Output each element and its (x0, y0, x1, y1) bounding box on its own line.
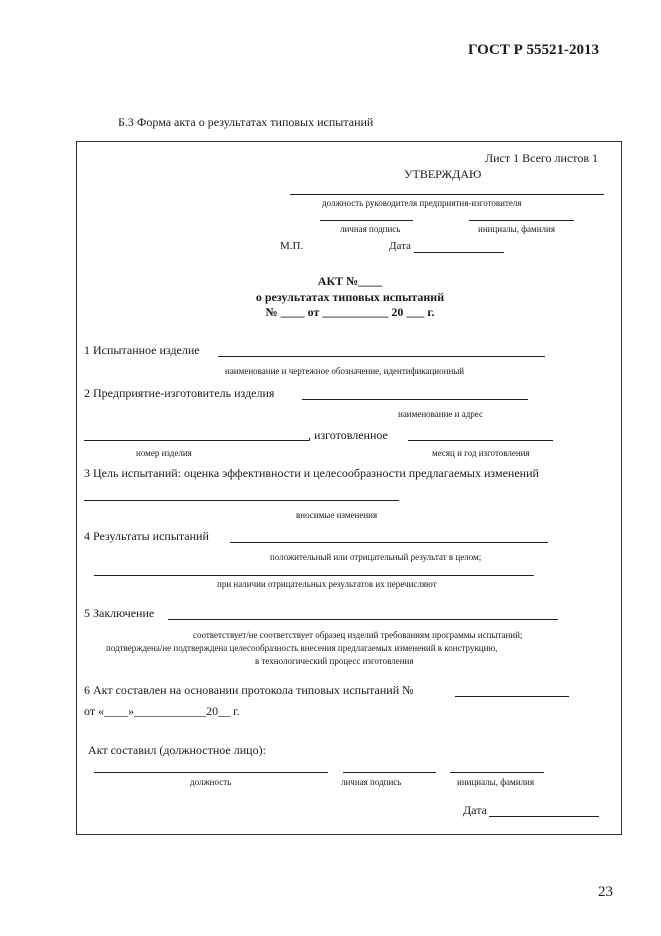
form-caption: Б.3 Форма акта о результатах типовых испытаний (118, 115, 374, 129)
item4-label: 4 Результаты испытаний (84, 529, 209, 543)
compiled-label: Акт составил (должностное лицо): (88, 743, 266, 757)
act-title: АКТ №____ (317, 274, 383, 288)
item3-hint: вносимые изменения (296, 510, 378, 520)
standard-designation: ГОСТ Р 55521-2013 (468, 42, 600, 58)
initials-hint: инициалы, фамилия (478, 224, 555, 234)
sheet-counter: Лист 1 Всего листов 1 (485, 151, 599, 165)
approve-label: УТВЕРЖДАЮ (404, 167, 482, 181)
item2-line (302, 399, 528, 400)
made-label: , изготовленное (308, 428, 388, 442)
approve-date-line (414, 252, 504, 253)
item6-label: 6 Акт составлен на основании протокола типовых испытаний № (84, 683, 414, 697)
sign-signature-line (343, 772, 436, 773)
bottom-date-line (489, 816, 599, 817)
item1-hint: наименование и чертежное обозначение, идентификационный (225, 366, 465, 376)
sign-position-line (94, 772, 328, 773)
item1-line (218, 356, 545, 357)
item4-hint1: положительный или отрицательный результат в целом; (270, 552, 482, 562)
item3-label: 3 Цель испытаний: оценка эффективности и целесообразности предлагаемых изменений (84, 466, 539, 480)
sign-signature-hint: личная подпись (341, 777, 402, 787)
item5-hint2: подтверждена/не подтверждена целесообразность внесения предлагаемых изменений в конструкцию, (106, 643, 498, 653)
initials-line (469, 220, 574, 221)
made-date-line (408, 440, 553, 441)
item2-hint: наименование и адрес (398, 409, 483, 419)
item1-label: 1 Испытанное изделие (84, 343, 200, 357)
signature-hint: личная подпись (340, 224, 401, 234)
item4-hint2: при наличии отрицательных результатов их перечисляют (217, 579, 437, 589)
sign-initials-line (450, 772, 544, 773)
item4-line2 (94, 575, 534, 576)
item6-line (455, 696, 569, 697)
number-hint: номер изделия (136, 448, 192, 458)
item2-label: 2 Предприятие-изготовитель изделия (84, 386, 275, 400)
item3-line (84, 500, 399, 501)
item4-line (230, 542, 548, 543)
product-number-line (84, 440, 310, 441)
item5-hint3: в технологический процесс изготовления (255, 656, 414, 666)
act-subtitle: о результатах типовых испытаний (255, 290, 445, 304)
sign-position-hint: должность (190, 777, 232, 787)
item5-line (168, 619, 558, 620)
item6-date: от «____»____________20__ г. (84, 704, 240, 718)
approve-date-label: Дата (389, 240, 411, 252)
position-line (290, 194, 604, 195)
month-year-hint: месяц и год изготовления (432, 448, 530, 458)
position-hint: должность руководителя предприятия-изготовителя (322, 198, 522, 208)
seal-label: М.П. (280, 240, 304, 252)
item5-label: 5 Заключение (84, 606, 155, 620)
form-frame (76, 141, 622, 835)
bottom-date-label: Дата (463, 803, 487, 817)
act-number-line: № ____ от ___________ 20 ___ г. (265, 305, 435, 319)
sign-initials-hint: инициалы, фамилия (457, 777, 534, 787)
signature-line (320, 220, 413, 221)
page-number: 23 (598, 884, 613, 900)
item5-hint1: соответствует/не соответствует образец изделий требованиям программы испытаний; (193, 630, 523, 640)
